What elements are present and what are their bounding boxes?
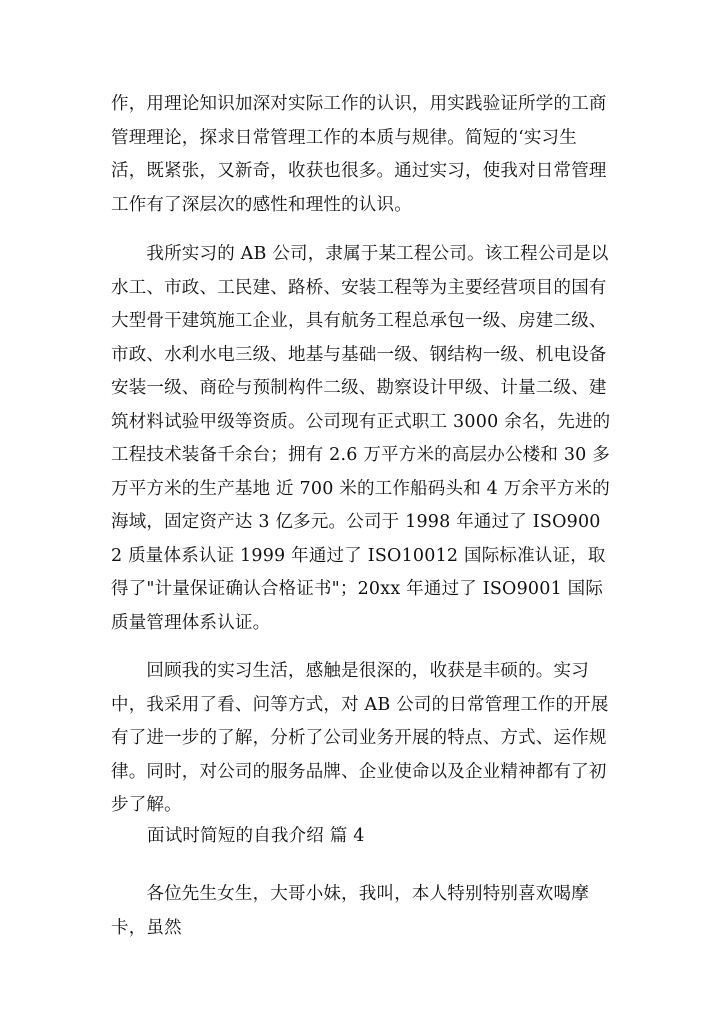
section-heading: 面试时简短的自我介绍 篇 4 (147, 826, 365, 846)
paragraph-company-profile: 我所实习的 AB 公司，隶属于某工程公司。该工程公司是以水工、市政、工民建、路桥、安装工程等为主要经营项目的国有大型骨干建筑施工企业，具有航务工程总承包一级、房建二级、市政、水利水电三级、地基与基础一级、钢结构一级、机电设备安装一级、商砼与预制构件二级、勘察设计甲级、计量二级、建筑材料试验甲级等资质。公司现有正式职工 3000 余名，先进的工程技术装备千余台；拥有 2.6 万平方米的高层办公楼和 30 多万平方米的生产基地 近 700 米的工作船码头和 4 万余平方米的海域，固定资产达 3 亿多元。公司于 1998 年通过了 ISO9002 质量体系认证 1999 年通过了 ISO10012 国际标准认证，取得了"计量保证确认合格证书"；20xx 年通过了 ISO9001 国际质量管理体系认证。 (111, 244, 611, 633)
paragraph-self-introduction: 各位先生女生，大哥小妹，我叫，本人特别特别喜欢喝摩卡，虽然 (111, 884, 589, 938)
paragraph-continued: 作，用理论知识加深对实际工作的认识，用实践验证所学的工商管理理论，探求日常管理工作的本质与规律。简短的‘实习生活，既紧张，又新奇，收获也很多。通过实习，使我对日常管理工作有了深层次的感性和理性的认识。 (111, 94, 607, 215)
paragraph-internship-review: 回顾我的实习生活，感触是很深的，收获是丰硕的。实习中，我采用了看、问等方式，对 AB 公司的日常管理工作的开展有了进一步的了解，分析了公司业务开展的特点、方式、运作规律。同时，对公司的服务品牌、企业使命以及企业精神都有了初步了解。 (111, 661, 609, 815)
